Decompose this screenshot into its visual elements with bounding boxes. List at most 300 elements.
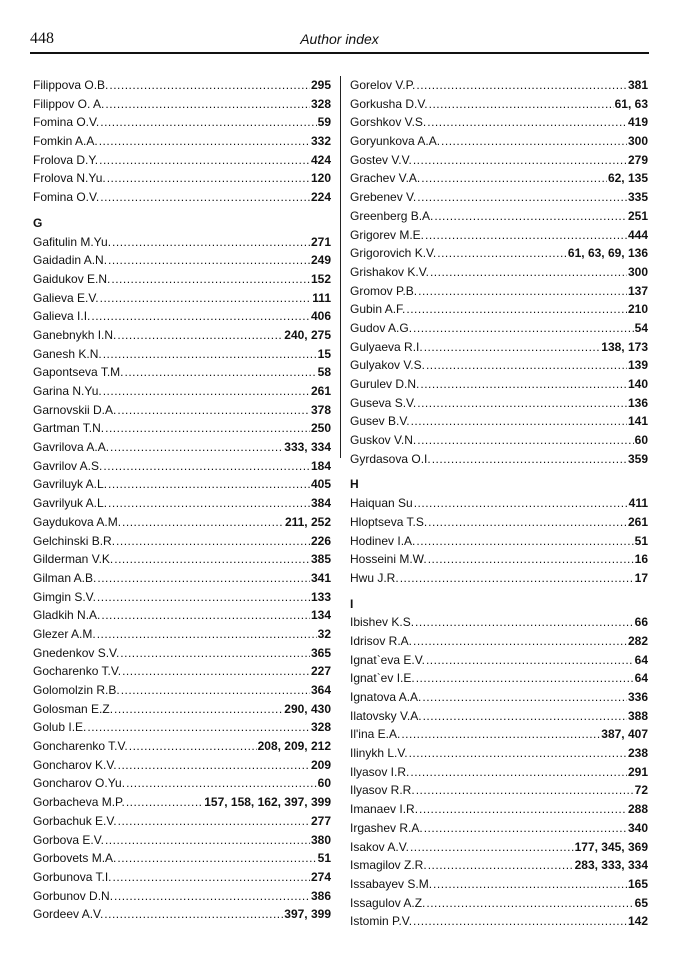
index-entry xyxy=(350,744,648,763)
index-entry xyxy=(33,737,331,756)
page-references: 61, 63, 69, 136 xyxy=(567,246,648,261)
dot-leader xyxy=(433,875,627,894)
index-entry xyxy=(33,363,331,382)
dot-leader xyxy=(97,569,310,588)
index-entry xyxy=(33,251,331,270)
dot-leader xyxy=(413,319,634,338)
index-entry xyxy=(350,912,648,931)
author-name: Greenberg B.A. xyxy=(350,208,434,223)
page-references: 261 xyxy=(627,514,648,529)
author-name: Grishakov K.V. xyxy=(350,264,429,279)
dot-leader xyxy=(108,251,310,270)
page-references: 184 xyxy=(310,458,331,473)
index-entry xyxy=(33,233,331,252)
page-references: 340 xyxy=(627,820,648,835)
page-references: 388 xyxy=(627,708,648,723)
page-references: 341 xyxy=(310,570,331,585)
page-references: 209 xyxy=(310,757,331,772)
index-entry xyxy=(350,494,648,513)
dot-leader xyxy=(428,856,574,875)
page-references: 224 xyxy=(310,190,331,205)
page-references: 336 xyxy=(627,690,648,704)
page-references: 134 xyxy=(310,608,331,623)
author-name: Gocharenko T.V. xyxy=(33,664,122,679)
author-name: Gostev V.V. xyxy=(350,152,412,167)
author-name: Golosman E.Z. xyxy=(33,701,114,716)
index-entry xyxy=(33,849,331,868)
dot-leader xyxy=(420,375,627,394)
dot-leader xyxy=(87,718,310,737)
dot-leader xyxy=(118,812,310,831)
dot-leader xyxy=(414,494,628,513)
author-name: Gorbacheva M.P. xyxy=(33,795,125,810)
dot-leader xyxy=(411,412,627,431)
author-name: Gavrilyuk A.L. xyxy=(33,496,108,511)
index-entry xyxy=(350,431,648,450)
page-references: 411 xyxy=(628,496,648,511)
dot-leader xyxy=(424,819,627,838)
running-title: Author index xyxy=(300,31,379,47)
page-references: 54 xyxy=(634,320,648,335)
index-entry xyxy=(350,763,648,782)
index-entry xyxy=(350,76,648,95)
index-entry xyxy=(33,868,331,887)
page-references: 59 xyxy=(317,115,331,130)
author-name: Issagulov A.Z. xyxy=(350,895,426,910)
author-name: Gaidukov E.N. xyxy=(33,271,111,286)
page-references: 380 xyxy=(310,832,331,847)
dot-leader xyxy=(101,606,310,625)
index-entry xyxy=(33,76,331,95)
author-name: Gilman A.B. xyxy=(33,570,97,585)
dot-leader xyxy=(107,169,310,188)
dot-leader xyxy=(114,550,310,569)
index-entry xyxy=(350,300,648,319)
index-entry xyxy=(33,188,331,207)
index-entry xyxy=(33,401,331,420)
index-entry xyxy=(33,270,331,289)
author-name: Gafitulin M.Yu. xyxy=(33,234,112,249)
author-name: Gapontseva T.M. xyxy=(33,365,124,380)
author-name: Gusev B.V. xyxy=(350,414,410,429)
dot-leader xyxy=(117,401,310,420)
dot-leader xyxy=(122,662,310,681)
dot-leader xyxy=(401,725,600,744)
dot-leader xyxy=(108,475,310,494)
dot-leader xyxy=(416,532,633,551)
dot-leader xyxy=(118,756,310,775)
author-name: Filippov O. A. xyxy=(33,96,105,111)
author-name: Golub I.E. xyxy=(33,720,87,735)
dot-leader xyxy=(418,282,627,301)
author-name: Grigorovich K.V. xyxy=(350,246,437,261)
dot-leader xyxy=(409,744,627,763)
index-entry xyxy=(350,226,648,245)
author-name: Gordeev A.V. xyxy=(33,907,104,922)
index-entry xyxy=(350,356,648,375)
dot-leader xyxy=(416,669,634,688)
page-references: 384 xyxy=(310,496,331,511)
author-name: Gartman T.N. xyxy=(33,421,105,436)
author-name: Grigorev M.E. xyxy=(350,227,425,242)
page-references: 405 xyxy=(310,477,331,492)
author-name: Garina N.Yu. xyxy=(33,384,102,398)
index-entry xyxy=(33,151,331,170)
page-references: 365 xyxy=(310,645,331,660)
dot-leader xyxy=(417,431,633,450)
author-name: Gladkih N.A. xyxy=(33,608,101,623)
index-entry xyxy=(350,725,648,744)
author-name: Ilinykh L.V. xyxy=(350,746,408,761)
author-name: Gimgin S.V. xyxy=(33,589,96,604)
author-name: Frolova N.Yu. xyxy=(33,171,106,186)
index-entry xyxy=(350,450,648,469)
index-entry xyxy=(350,781,648,800)
index-entry xyxy=(350,688,648,707)
index-entry xyxy=(350,875,648,894)
author-name: Gulyakov V.S. xyxy=(350,358,425,373)
dot-leader xyxy=(99,151,310,170)
dot-leader xyxy=(91,307,310,326)
index-entry xyxy=(33,419,331,438)
page-references: 16 xyxy=(634,552,648,567)
index-entry xyxy=(350,800,648,819)
dot-leader xyxy=(413,632,627,651)
index-entry xyxy=(33,606,331,625)
author-name: Goryunkova A.A. xyxy=(350,134,441,149)
index-entry xyxy=(33,532,331,551)
page-references: 111 xyxy=(312,290,331,305)
page-references: 152 xyxy=(310,271,331,286)
left-column xyxy=(33,76,331,924)
page-references: 359 xyxy=(627,451,648,466)
dot-leader xyxy=(410,763,627,782)
index-entry xyxy=(33,662,331,681)
dot-leader xyxy=(105,95,310,114)
page-references: 165 xyxy=(627,876,648,891)
author-name: Ignatova A.A. xyxy=(350,690,422,704)
dot-leader xyxy=(97,625,317,644)
page-references: 444 xyxy=(627,227,648,242)
author-name: Imanaev I.R. xyxy=(350,802,419,817)
dot-leader xyxy=(434,207,627,226)
author-name: Guskov V.N. xyxy=(350,433,417,448)
author-name: Galieva I.I. xyxy=(33,309,91,324)
index-entry xyxy=(33,793,331,812)
dot-leader xyxy=(417,188,627,207)
index-entry xyxy=(33,494,331,513)
header-rule xyxy=(30,52,649,54)
page-references: 65 xyxy=(634,895,648,910)
index-entry xyxy=(33,681,331,700)
author-name: Fomina O.V. xyxy=(33,115,100,130)
dot-leader xyxy=(114,887,310,906)
page-references: 249 xyxy=(310,253,331,268)
index-entry xyxy=(33,475,331,494)
index-entry xyxy=(350,375,648,394)
page-references: 136 xyxy=(627,395,648,410)
page-references: 60 xyxy=(317,776,331,791)
dot-leader xyxy=(111,270,310,289)
page-references: 251 xyxy=(627,208,648,223)
page-references: 141 xyxy=(627,414,648,429)
page-references: 274 xyxy=(310,869,331,884)
section-letter: I xyxy=(350,596,354,611)
page-references: 208, 209, 212 xyxy=(257,739,331,754)
dot-leader xyxy=(423,707,627,726)
page-references: 58 xyxy=(317,365,331,380)
page-references: 282 xyxy=(627,633,648,648)
author-name: Ilatovsky V.A. xyxy=(350,708,422,723)
dot-leader xyxy=(425,226,627,245)
page-references: 238 xyxy=(627,746,648,761)
page-references: 424 xyxy=(310,152,331,167)
author-name: Gorbunova T.I. xyxy=(33,869,112,884)
page-references: 419 xyxy=(627,115,648,130)
dot-leader xyxy=(100,113,316,132)
page-references: 397, 399 xyxy=(284,907,331,922)
index-entry xyxy=(33,326,331,345)
page-references: 364 xyxy=(310,683,331,697)
index-entry xyxy=(33,774,331,793)
dot-leader xyxy=(121,681,310,700)
dot-leader xyxy=(114,700,283,719)
author-name: Galieva E.V. xyxy=(33,290,99,305)
dot-leader xyxy=(120,644,310,663)
index-entry xyxy=(33,307,331,326)
author-name: Gaidadin A.N. xyxy=(33,253,108,268)
index-entry xyxy=(350,151,648,170)
page-references: 61, 63 xyxy=(614,96,648,111)
author-name: Grebenev V. xyxy=(350,190,417,205)
dot-leader xyxy=(417,394,627,413)
page-references: 137 xyxy=(627,283,648,298)
dot-leader xyxy=(99,132,310,151)
author-name: Gorelov V.P. xyxy=(350,78,416,92)
author-name: Gudov A.G. xyxy=(350,320,413,335)
author-name: Frolova D.Y. xyxy=(33,152,99,167)
dot-leader xyxy=(100,188,310,207)
author-name: Goncharenko T.V. xyxy=(33,739,128,754)
index-entry xyxy=(350,132,648,151)
index-entry xyxy=(33,550,331,569)
index-entry xyxy=(350,113,648,132)
author-name: Filippova O.B. xyxy=(33,78,109,92)
author-name: Gnedenkov S.V. xyxy=(33,645,120,660)
author-name: Fomina O.V. xyxy=(33,190,100,205)
dot-leader xyxy=(400,569,634,588)
dot-leader xyxy=(103,382,310,401)
dot-leader xyxy=(416,76,627,95)
index-entry xyxy=(33,625,331,644)
index-entry xyxy=(33,644,331,663)
author-name: Irgashev R.A. xyxy=(350,820,423,835)
dot-leader xyxy=(103,345,317,364)
page-references: 261 xyxy=(310,384,331,398)
page-references: 227 xyxy=(310,664,331,679)
index-entry xyxy=(350,244,648,263)
author-name: Gulyaeva R.I. xyxy=(350,339,423,354)
page-references: 139 xyxy=(627,358,648,373)
index-entry xyxy=(350,669,648,688)
page-references: 211, 252 xyxy=(284,514,331,529)
index-entry xyxy=(350,894,648,913)
dot-leader xyxy=(126,793,203,812)
dot-leader xyxy=(432,450,627,469)
page-references: 406 xyxy=(310,309,331,324)
page-references: 332 xyxy=(310,134,331,149)
dot-leader xyxy=(103,457,310,476)
page-references: 277 xyxy=(310,813,331,828)
author-name: Gavrilov A.S. xyxy=(33,458,103,473)
dot-leader xyxy=(416,781,634,800)
dot-leader xyxy=(427,113,627,132)
author-name: Ganesh K.N. xyxy=(33,346,102,361)
page-references: 290, 430 xyxy=(284,701,331,716)
dot-leader xyxy=(113,868,310,887)
author-name: Ignat`eva E.V. xyxy=(350,652,425,667)
author-name: Issabayev S.M. xyxy=(350,876,433,891)
page-header xyxy=(30,30,649,54)
page-references: 157, 158, 162, 397, 399 xyxy=(204,795,331,810)
author-name: Gromov P.B. xyxy=(350,283,418,298)
page-references: 271 xyxy=(310,234,331,249)
dot-leader xyxy=(109,76,310,95)
page-references: 288 xyxy=(627,802,648,817)
page-references: 333, 334 xyxy=(284,440,331,455)
dot-leader xyxy=(105,419,310,438)
page-references: 283, 333, 334 xyxy=(574,858,648,873)
author-name: Gorbachuk E.V. xyxy=(33,813,117,828)
author-name: Gorbova E.V. xyxy=(33,832,104,847)
index-entry xyxy=(33,831,331,850)
author-name: Grachev V.A. xyxy=(350,171,421,186)
author-name: Ilyasov R.R. xyxy=(350,783,415,798)
index-entry xyxy=(350,338,648,357)
dot-leader xyxy=(424,338,601,357)
index-entry xyxy=(33,756,331,775)
index-entry xyxy=(350,651,648,670)
dot-leader xyxy=(105,831,310,850)
dot-leader xyxy=(429,95,614,114)
section-letter: H xyxy=(350,477,359,492)
page-references: 72 xyxy=(634,783,648,798)
page-references: 142 xyxy=(627,914,648,929)
page-references: 250 xyxy=(310,421,331,436)
index-entry xyxy=(350,513,648,532)
index-entry xyxy=(33,382,331,401)
index-entry xyxy=(350,707,648,726)
index-entry xyxy=(33,289,331,308)
dot-leader xyxy=(422,688,627,707)
author-name: Gurulev D.N. xyxy=(350,377,420,391)
dot-leader xyxy=(413,151,627,170)
page-references: 328 xyxy=(310,96,331,111)
dot-leader xyxy=(110,438,283,457)
index-entry xyxy=(350,838,648,857)
dot-leader xyxy=(129,737,257,756)
index-entry xyxy=(350,188,648,207)
page-references: 226 xyxy=(310,533,331,548)
page-references: 279 xyxy=(627,152,648,167)
page-references: 385 xyxy=(310,552,331,567)
author-name: Hosseini M.W. xyxy=(350,552,427,567)
author-name: Glezer A.M. xyxy=(33,626,96,641)
dot-leader xyxy=(108,494,310,513)
index-entry xyxy=(33,457,331,476)
index-entry xyxy=(350,550,648,569)
index-entry xyxy=(33,95,331,114)
dot-leader xyxy=(437,244,567,263)
author-name: Hloptseva T.S. xyxy=(350,514,428,529)
author-name: Ignat`ev I.E. xyxy=(350,671,415,686)
author-name: Ganebnykh I.N. xyxy=(33,327,117,342)
dot-leader xyxy=(426,651,634,670)
author-name: Gavriluyk A.L. xyxy=(33,477,108,492)
page-references: 133 xyxy=(310,589,331,604)
dot-leader xyxy=(406,300,627,319)
page-references: 300 xyxy=(627,264,648,279)
dot-leader xyxy=(415,613,634,632)
index-entry xyxy=(350,632,648,651)
dot-leader xyxy=(100,289,312,308)
page-references: 15 xyxy=(317,346,331,361)
author-name: Gelchinski B.R. xyxy=(33,533,116,548)
page-references: 64 xyxy=(634,671,648,686)
index-entry xyxy=(33,812,331,831)
index-entry xyxy=(350,95,648,114)
page-references: 378 xyxy=(310,402,331,417)
dot-leader xyxy=(441,132,627,151)
page-references: 120 xyxy=(310,171,331,186)
index-entry xyxy=(350,263,648,282)
author-name: Ilyasov I.R. xyxy=(350,764,410,779)
page-references: 62, 135 xyxy=(607,171,648,186)
author-name: Gilderman V.K. xyxy=(33,552,114,567)
dot-leader xyxy=(122,513,284,532)
page-references: 295 xyxy=(310,78,331,92)
author-name: Fomkin A.A. xyxy=(33,134,98,149)
dot-leader xyxy=(116,532,310,551)
page-references: 66 xyxy=(634,615,648,630)
index-entry xyxy=(350,613,648,632)
page-references: 64 xyxy=(634,652,648,667)
author-name: Istomin P.V. xyxy=(350,914,413,929)
author-name: Gorbovets M.A. xyxy=(33,851,117,866)
index-entry xyxy=(33,345,331,364)
index-entry xyxy=(350,282,648,301)
index-entry xyxy=(350,169,648,188)
page-references: 210 xyxy=(627,302,648,317)
index-entry xyxy=(33,718,331,737)
column-divider xyxy=(340,76,341,458)
index-entry xyxy=(33,438,331,457)
author-name: Gorkusha D.V. xyxy=(350,96,428,111)
index-entry xyxy=(350,412,648,431)
index-entry xyxy=(33,887,331,906)
author-name: Gorshkov V.S. xyxy=(350,115,427,130)
index-entry xyxy=(350,319,648,338)
author-name: Isakov A.V. xyxy=(350,839,409,854)
author-name: Idrisov R.A. xyxy=(350,633,413,648)
right-column xyxy=(350,76,648,931)
page-references: 240, 275 xyxy=(284,327,331,342)
page-references: 300 xyxy=(627,134,648,149)
author-name: Gubin A.F. xyxy=(350,302,406,317)
page-references: 138, 173 xyxy=(601,339,648,354)
author-name: Hodinev I.A. xyxy=(350,533,416,548)
page-references: 335 xyxy=(627,190,648,205)
